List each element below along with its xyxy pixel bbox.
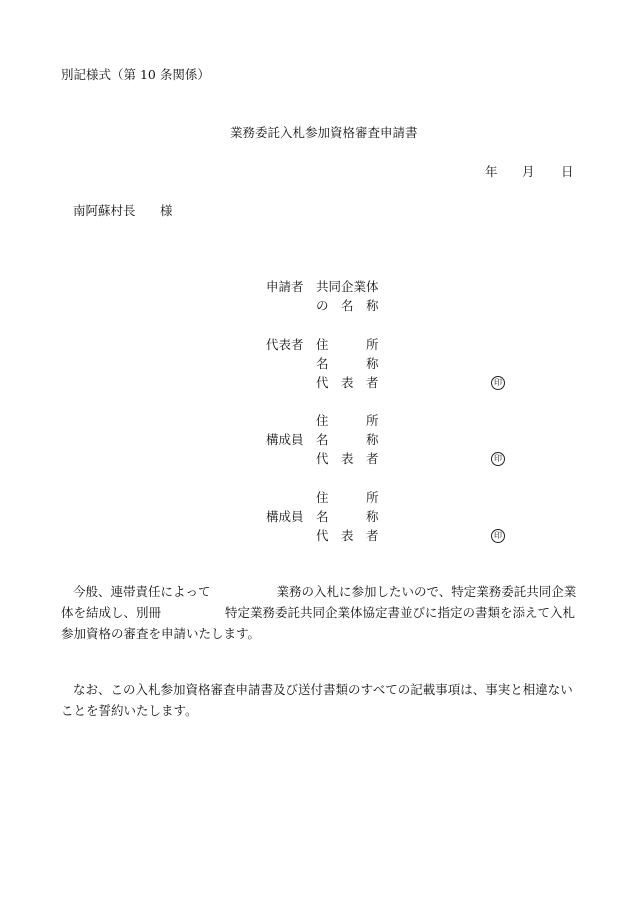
seal-mark: 印: [491, 452, 505, 466]
applicant-name-label-1: の: [316, 298, 329, 313]
member2-rep-label-2: 表: [341, 528, 354, 543]
application-paragraph: [61, 581, 589, 644]
rep-rep-label-2: 表: [341, 375, 354, 390]
member1-role: 構成員: [266, 432, 304, 447]
rep-rep-label-1: 代: [316, 375, 329, 390]
member1-rep-label-3: 者: [366, 451, 379, 466]
rep-address-label-2: 所: [366, 337, 379, 352]
member2-name-label-1: 名: [316, 509, 329, 524]
seal-mark: 印: [491, 529, 505, 543]
applicant-role: 申請者: [266, 279, 304, 294]
member1-rep-label-2: 表: [341, 451, 354, 466]
member1-rep-label-1: 代: [316, 451, 329, 466]
date-month: 月: [522, 164, 535, 179]
text-fragment: 参加資格の審査を申請いたします。: [61, 626, 261, 641]
member1-name-label-2: 称: [366, 432, 379, 447]
date-day: 日: [561, 164, 574, 179]
paragraph-line: [61, 623, 589, 644]
applicant-name-label-3: 称: [366, 298, 379, 313]
rep-rep-label-3: 者: [366, 375, 379, 390]
rep-name-label-1: 名: [316, 356, 329, 371]
addressee-honorific: 様: [160, 203, 173, 218]
member2-name-label-2: 称: [366, 509, 379, 524]
member1-name-label-1: 名: [316, 432, 329, 447]
member2-address-label-2: 所: [366, 490, 379, 505]
member1-address-label-2: 所: [366, 413, 379, 428]
applicant-jv-label: 共同企業体: [316, 279, 379, 294]
paragraph-line: [61, 700, 589, 721]
pledge-paragraph: [61, 679, 589, 721]
member2-rep-label-3: 者: [366, 528, 379, 543]
rep-address-label-1: 住: [316, 337, 329, 352]
page-title: 業務委託入札参加資格審査申請書: [230, 125, 418, 140]
addressee-name: 南阿蘇村長: [73, 203, 136, 218]
text-fragment: ことを誓約いたします。: [61, 703, 198, 718]
text-fragment: 体を結成し、別冊: [61, 605, 162, 620]
member1-address-label-1: 住: [316, 413, 329, 428]
text-fragment: 特定業務委託共同企業体協定書並びに指定の書類を添えて入札: [225, 605, 576, 620]
member2-address-label-1: 住: [316, 490, 329, 505]
text-fragment: 業務の入札に参加したいので、特定業務委託共同企業: [276, 584, 577, 599]
seal-mark: 印: [491, 376, 505, 390]
paragraph-line: [61, 602, 589, 623]
date-year: 年: [485, 164, 498, 179]
text-fragment: 今般、連帯責任によって: [73, 584, 211, 599]
member2-rep-label-1: 代: [316, 528, 329, 543]
member2-role: 構成員: [266, 509, 304, 524]
representative-role: 代表者: [266, 337, 304, 352]
rep-name-label-2: 称: [366, 356, 379, 371]
paragraph-line: [61, 679, 589, 700]
applicant-name-label-2: 名: [341, 298, 354, 313]
text-fragment: なお、この入札参加資格審査申請書及び送付書類のすべての記載事項は、事実と相違ない: [73, 682, 573, 697]
paragraph-line: [61, 581, 589, 602]
form-label: 別記様式（第 10 条関係）: [61, 67, 210, 82]
